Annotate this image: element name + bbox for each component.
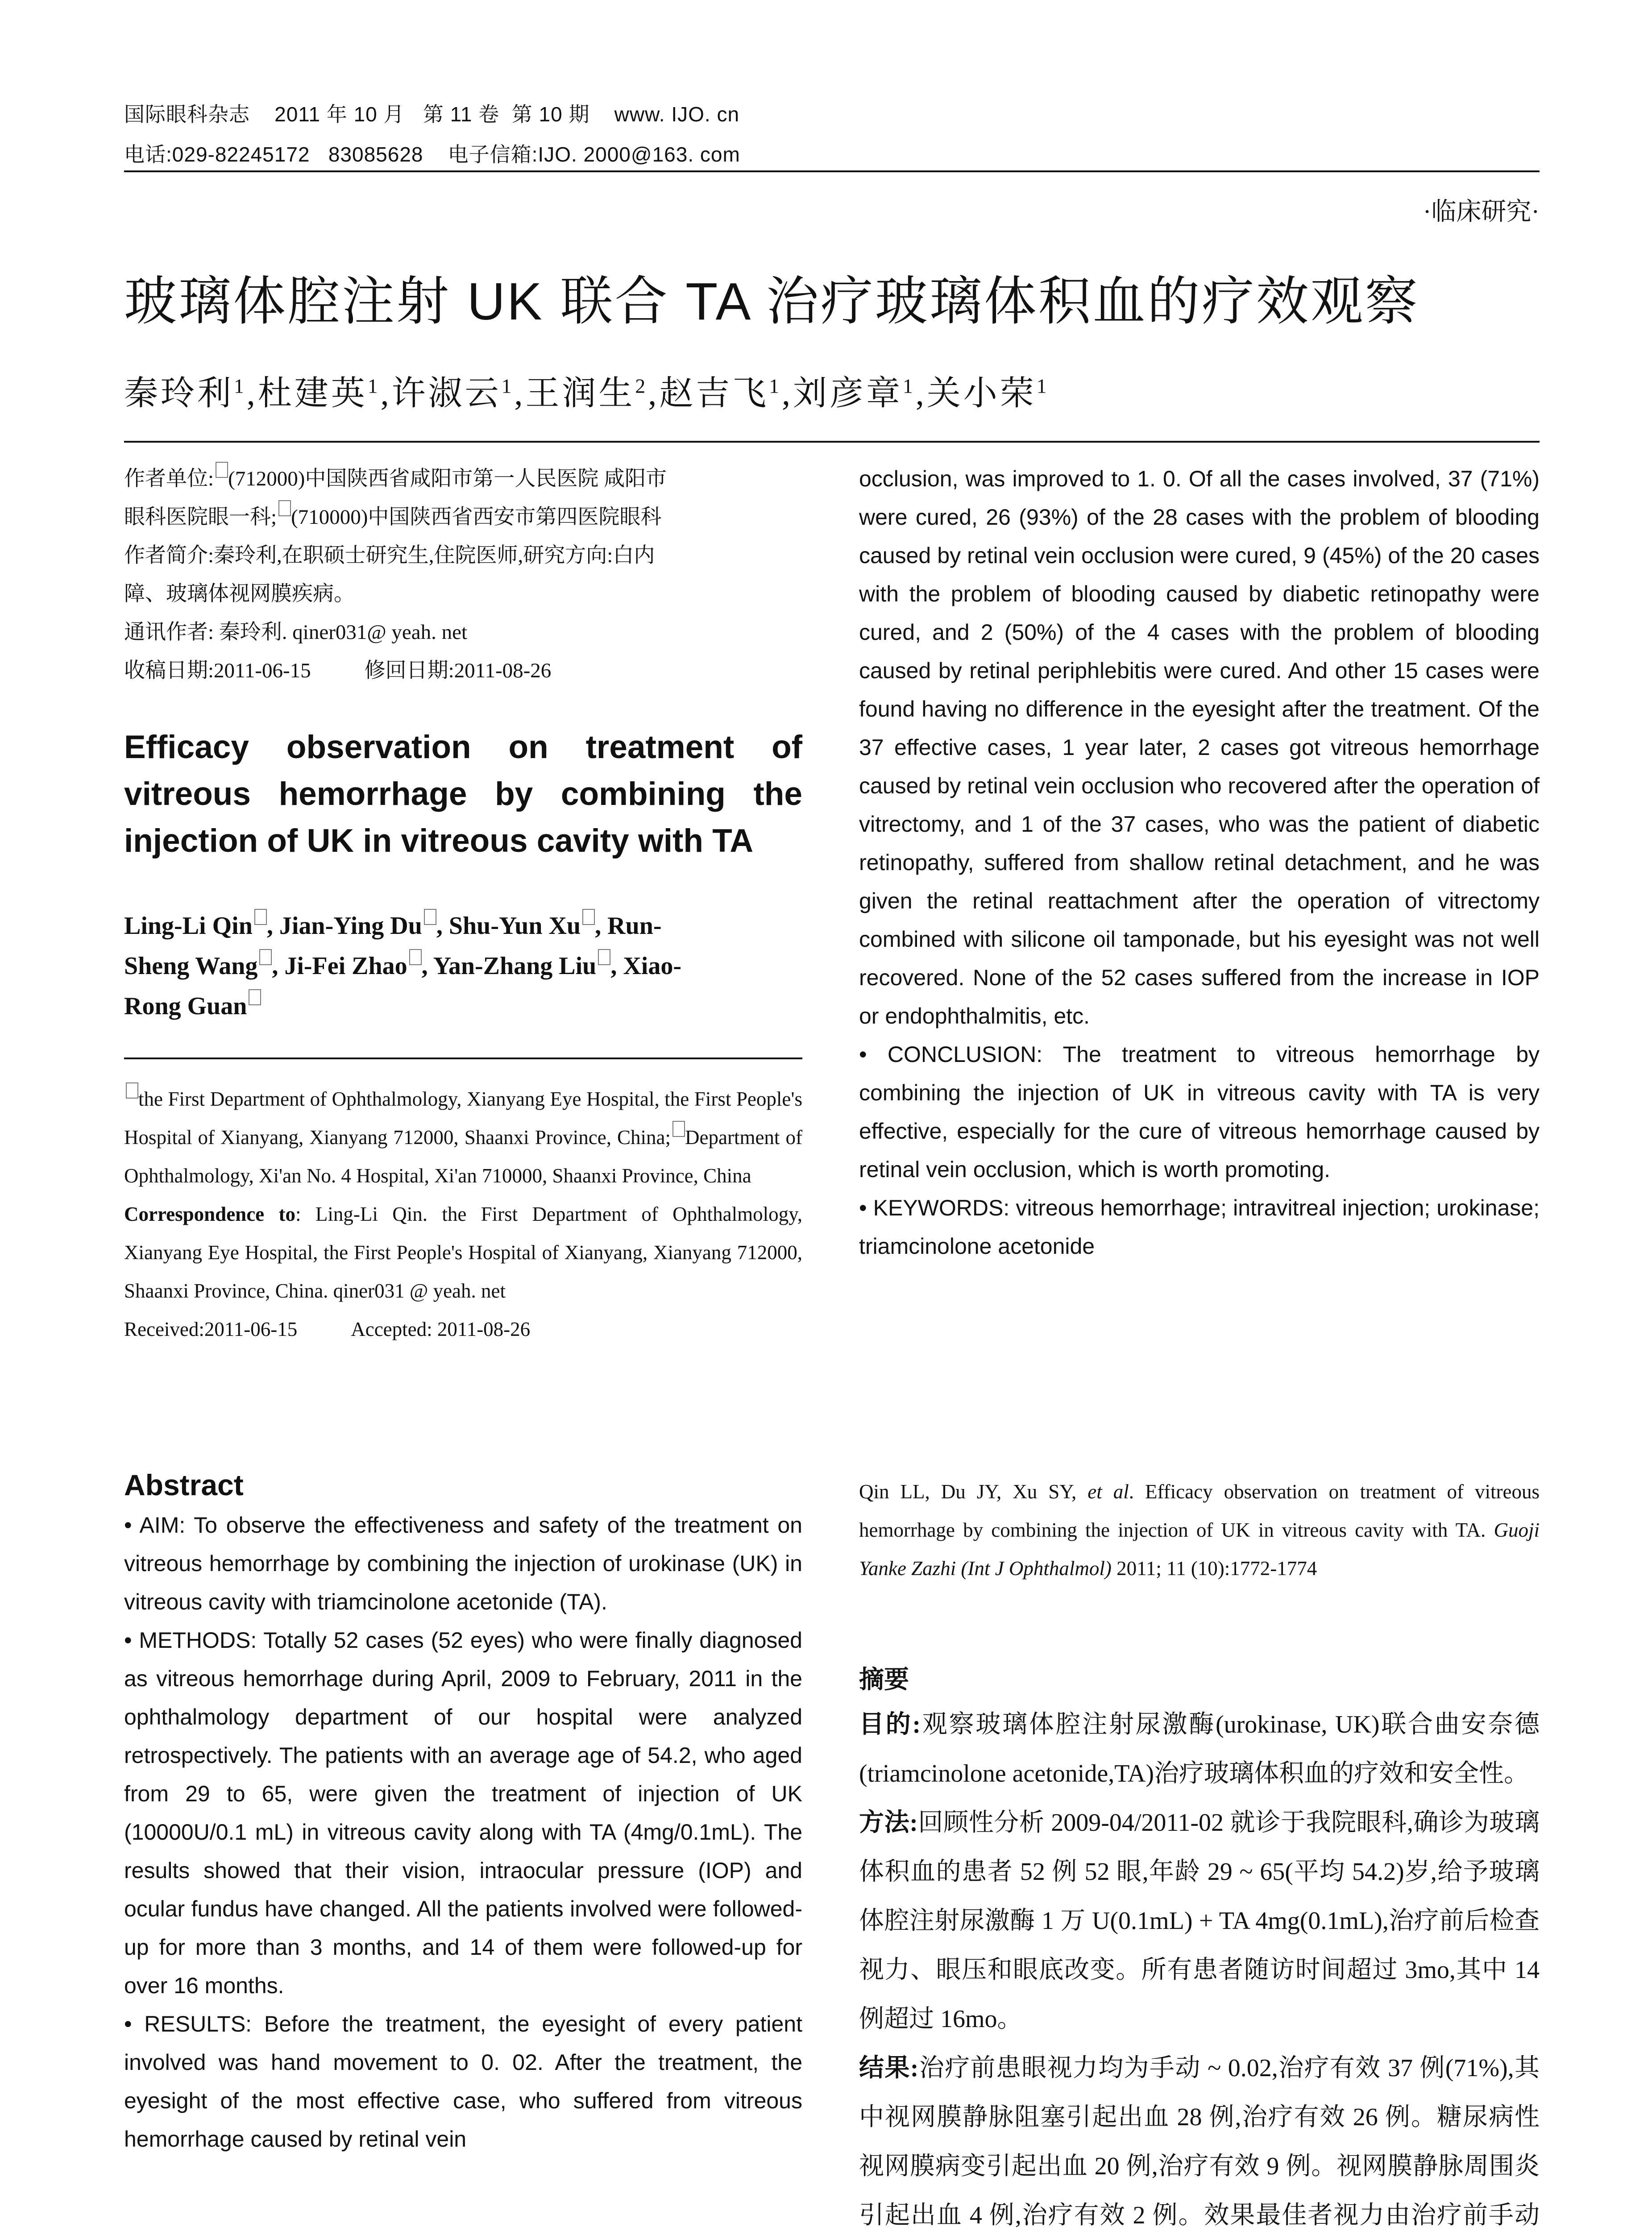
author-cn: 杜建英: [257, 375, 368, 412]
author-cn: 赵吉飞: [659, 375, 769, 412]
affiliation-separator: [124, 1057, 802, 1059]
issue-date: 2011 年 10 月: [274, 103, 405, 126]
citation: Qin LL, Du JY, Xu SY, et al. Efficacy observation on treatment of vitreous hemorrhage by combining the injection of UK in vitreous cavity with TA. Guoji Yanke Zazhi (Int J Ophthalmol) 2011; 11 (10):1772-1774: [859, 1480, 1540, 1580]
author-cn: 许淑云: [391, 375, 502, 412]
accepted-date-en: Accepted: 2011-08-26: [351, 1318, 531, 1340]
authors-en: Ling-Li Qin , Jian-Ying Du , Shu-Yun Xu , Run- Sheng Wang , Ji-Fei Zhao , Yan-Zhang Liu , Xiao- Rong Guan: [124, 906, 802, 1026]
abstract-results-part1: • RESULTS: Before the treatment, the eyesight of every patient involved was hand movement to 0. 02. After the treatment, the eyesight of the most effective case, who suffered from vitreous hemorrhage caused by retinal vein: [124, 2011, 802, 2152]
abstract-right: [859, 460, 1540, 1265]
affiliation-marker-icon: [278, 500, 291, 516]
received-date-cn: 收稿日期:2011-06-15: [124, 659, 311, 682]
volume: 第 11 卷: [423, 103, 500, 126]
revised-date-cn: 修回日期:2011-08-26: [364, 659, 552, 682]
abstract-keywords: • KEYWORDS: vitreous hemorrhage; intravitreal injection; urokinase; triamcinolone acetonide: [859, 1195, 1540, 1259]
journal-name: 国际眼科杂志: [124, 103, 250, 126]
affiliation-marker-icon: [216, 462, 228, 478]
article-title-en: Efficacy observation on treatment of vitreous hemorrhage by combining the injection of UK in vitreous cavity with TA: [124, 729, 802, 859]
abstract-results-part2: occlusion, was improved to 1. 0. Of all the cases involved, 37 (71%) were cured, 26 (93%) of the 28 cases with the problem of blooding caused by retinal vein occlusion were cured, 9 (45%) of the 20 cases with the problem of blooding caused by diabetic retinopathy were cured, and 2 (50%) of the 4 cases with the problem of blooding caused by retinal periphlebitis were cured. And other 15 cases were found having no difference in the eyesight after the treatment. Of the 37 effective cases, 1 year later, 2 cases got vitreous hemorrhage caused by retinal vein occlusion who recovered after the operation of vitrectomy, and 1 of the 37 cases, who was the patient of diabetic retinopathy, suffered from shallow retinal detachment, and he was given the retinal reattachment after the operation of vitrectomy combined with silicone oil tamponade, but his eyesight was not well recovered. None of the 52 cases suffered from the increase in IOP or endophthalmitis, etc.: [859, 466, 1540, 1028]
article-info-cn: 作者单位: (712000)中国陕西省咸阳市第一人民医院 咸阳市 眼科医院眼一科; (710000)中国陕西省西安市第四医院眼科 作者简介:秦玲利,在职硕士研究生,住院医师,研究方向:白内 障、玻璃体视网膜疾病。 通讯作者: 秦玲利. qiner031@ yeah. net 收稿日期:2011-06-15 修回日期:2011-08-26: [124, 460, 802, 690]
correspondence-label: Correspondence to: [124, 1203, 295, 1225]
abstract-cn-heading: 摘要: [859, 1665, 909, 1693]
abstract-left: [124, 1506, 802, 2158]
phone-numbers: 电话:029-82245172 83085628: [124, 143, 423, 166]
website-link[interactable]: www. IJO. cn: [614, 103, 740, 126]
correspondence-text: : Ling-Li Qin. the First Department of Ophthalmology, Xianyang Eye Hospital, the First People's Hospital of Xianyang, Xianyang 712000, Shaanxi Province, China. qiner031 @ yeah. net: [124, 1203, 802, 1302]
authors-cn: 秦玲利$^1$,杜建英$^1$,许淑云$^1$,王润生$^2$,赵吉飞$^1$,刘彦章$^1$,关小荣$^1$: [124, 374, 1050, 412]
author-cn: 关小荣: [926, 375, 1037, 412]
author-cn: 刘彦章: [793, 375, 903, 412]
abstract-heading: Abstract: [124, 1468, 244, 1501]
abstract-cn-methods: 回顾性分析 2009-04/2011-02 就诊于我院眼科,确诊为玻璃体积血的患者 52 例 52 眼,年龄 29 ~ 65(平均 54.2)岁,给予玻璃体腔注射尿激酶 1 万 U(0.1mL) + TA 4mg(0.1mL),治疗前后检查视力、眼压和眼底改变。所有患者随访时间超过 3mo,其中 14 例超过 16mo。: [859, 1809, 1540, 2033]
corresponding-author-cn: 通讯作者: 秦玲利. qiner031@ yeah. net: [124, 621, 468, 644]
title-rule: [124, 441, 1540, 443]
abstract-conclusion: • CONCLUSION: The treatment to vitreous hemorrhage by combining the injection of UK in vitreous cavity with TA is very effective, especially for the cure of vitreous hemorrhage caused by retinal vein occlusion, which is worth promoting.: [859, 1042, 1540, 1182]
journal-header-line1: [124, 98, 739, 128]
affiliation-marker-icon: [672, 1121, 685, 1137]
affiliation-en: the First Department of Ophthalmology, Xianyang Eye Hospital, the First People's Hospital of Xianyang, Xianyang 712000, Shaanxi Province, China; Department of Ophthalmology, Xi'an No. 4 Hospital, Xi'an 710000, Shaanxi Province, China Correspondence to: Ling-Li Qin. the First Department of Ophthalmology, Xianyang Eye Hospital, the First People's Hospital of Xianyang, Xianyang 712000, Shaanxi Province, China. qiner031 @ yeah. net Received:2011-06-15 Accepted: 2011-08-26: [124, 1080, 802, 1348]
article-title-cn: 玻璃体腔注射 UK 联合 TA 治疗玻璃体积血的疗效观察: [124, 272, 1420, 331]
abstract-cn-aim: 观察玻璃体腔注射尿激酶(urokinase, UK)联合曲安奈德(triamcinolone acetonide,TA)治疗玻璃体积血的疗效和安全性。: [859, 1711, 1540, 1787]
abstract-methods: • METHODS: Totally 52 cases (52 eyes) who were finally diagnosed as vitreous hemorrhage during April, 2009 to February, 2011 in the ophthalmology department of our hospital were analyzed retrospectively. The patients with an average age of 54.2, who aged from 29 to 65, were given the treatment of injection of UK (10000U/0.1 mL) in vitreous cavity along with TA (4mg/0.1mL). The results showed that their vision, intraocular pressure (IOP) and ocular fundus have changed. All the patients involved were followed-up for more than 3 months, and 14 of them were followed-up for over 16 months.: [124, 1628, 802, 1998]
issue: 第 10 期: [511, 103, 590, 126]
journal-header-line2: [124, 138, 740, 168]
affiliation-marker-icon: [126, 1082, 138, 1099]
author-cn: 王润生: [525, 375, 635, 412]
email-address[interactable]: 电子信箱:IJO. 2000@163. com: [448, 143, 740, 166]
abstract-cn: 目的:观察玻璃体腔注射尿激酶(urokinase, UK)联合曲安奈德(triamcinolone acetonide,TA)治疗玻璃体积血的疗效和安全性。 方法:回顾性分析 2009-04/2011-02 就诊于我院眼科,确诊为玻璃体积血的患者 52 例 52 眼,年龄 29 ~ 65(平均 54.2)岁,给予玻璃体腔注射尿激酶 1 万 U(0.1mL) + TA 4mg(0.1mL),治疗前后检查视力、眼压和眼底改变。所有患者随访时间超过 3mo,其中 14 例超过 16mo。 结果:治疗前患眼视力均为手动 ~ 0.02,治疗有效 37 例(71%),其中视网膜静脉阻塞引起出血 28 例,治疗有效 26 例。糖尿病性视网膜病变引起出血 20 例,治疗有效 9 例。视网膜静脉周围炎引起出血 4 例,治疗有效 2 例。效果最佳者视力由治疗前手动: [859, 1700, 1540, 2231]
received-date-en: Received:2011-06-15: [124, 1318, 298, 1340]
author-bio: 作者简介:秦玲利,在职硕士研究生,住院医师,研究方向:白内: [124, 544, 655, 567]
abstract-cn-results: 治疗前患眼视力均为手动 ~ 0.02,治疗有效 37 例(71%),其中视网膜静脉阻塞引起出血 28 例,治疗有效 26 例。糖尿病性视网膜病变引起出血 20 例,治疗有效 9 例。视网膜静脉周围炎引起出血 4 例,治疗有效 2 例。效果最佳者视力由治疗前手动: [859, 2054, 1540, 2229]
section-tag: ·临床研究·: [1423, 198, 1540, 226]
header-rule: [124, 170, 1540, 172]
abstract-aim: • AIM: To observe the effectiveness and safety of the treatment on vitreous hemorrhage by combining the injection of urokinase (UK) in vitreous cavity with triamcinolone acetonide (TA).: [124, 1513, 802, 1614]
author-cn: 秦玲利: [124, 375, 234, 412]
